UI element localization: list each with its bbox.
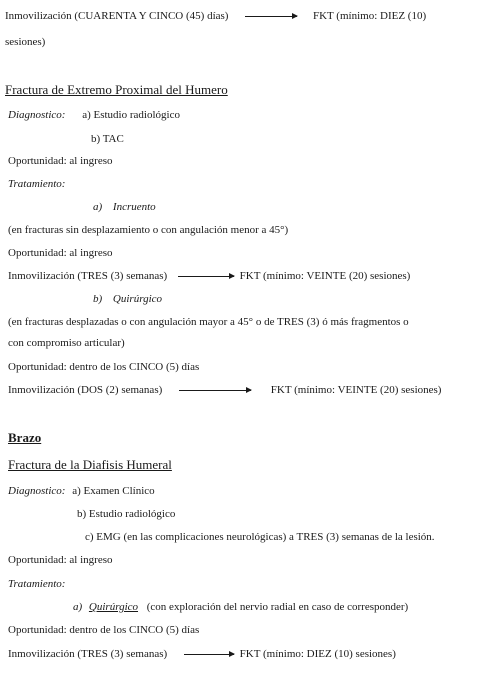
treatment-label: Tratamiento:: [8, 578, 66, 590]
diagnosis-item-a: a) Estudio radiológico: [82, 109, 180, 121]
treatment-b-row: [93, 293, 162, 306]
treatment-label: Tratamiento:: [8, 178, 66, 190]
diagnosis-label: Diagnostico:: [8, 109, 66, 121]
arrow-icon: [178, 276, 234, 277]
fkt-text: FKT (mínimo: VEINTE (20) sesiones): [239, 270, 411, 282]
arrow-icon: [245, 16, 297, 17]
opportunity-text: Oportunidad: al ingreso: [8, 247, 113, 259]
section-title-humeral-shaft: Fractura de la Diafisis Humeral: [8, 457, 172, 472]
diagnosis-row: [8, 485, 155, 498]
immobilization-text: Inmovilización (TRES (3) semanas): [8, 648, 168, 660]
treatment-b-description-line2: con compromiso articular): [8, 337, 125, 349]
treatment-a-label: a): [73, 601, 83, 613]
immobilization-row: [8, 384, 441, 397]
treatment-a-name: Incruento: [112, 201, 156, 213]
intro-line: [5, 10, 426, 23]
section-heading-arm: Brazo: [8, 430, 42, 445]
fkt-text: FKT (mínimo: DIEZ (10): [312, 10, 427, 22]
opportunity-text: Oportunidad: dentro de los CINCO (5) días: [8, 361, 200, 373]
immobilization-text: Inmovilización (CUARENTA Y CINCO (45) días): [5, 10, 229, 22]
arrow-icon: [184, 654, 234, 655]
section-title-proximal-humerus: Fractura de Extremo Proximal del Humero: [5, 82, 228, 97]
diagnosis-item-b: b) Estudio radiológico: [77, 508, 176, 520]
diagnosis-item-b: b) TAC: [91, 133, 124, 145]
opportunity-text: Oportunidad: al ingreso: [8, 155, 113, 167]
treatment-a-description: (con exploración del nervio radial en caso de corresponder): [146, 601, 409, 613]
opportunity-text: Oportunidad: al ingreso: [8, 554, 113, 566]
treatment-a-name: Quirúrgico: [88, 601, 139, 613]
diagnosis-label: Diagnostico:: [8, 485, 66, 497]
diagnosis-row: [8, 109, 180, 122]
diagnosis-item-c: c) EMG (en las complicaciones neurológicas) a TRES (3) semanas de la lesión.: [85, 531, 435, 543]
treatment-b-label: b): [93, 293, 103, 305]
immobilization-text: Inmovilización (TRES (3) semanas): [8, 270, 168, 282]
opportunity-text: Oportunidad: dentro de los CINCO (5) días: [8, 624, 200, 636]
fkt-text: FKT (mínimo: DIEZ (10) sesiones): [239, 648, 396, 660]
diagnosis-item-a: a) Examen Clínico: [72, 485, 155, 497]
immobilization-row: [8, 270, 410, 283]
treatment-b-description-line1: (en fracturas desplazadas o con angulación mayor a 45° o de TRES (3) ó más fragmentos o: [8, 316, 409, 328]
immobilization-row: [8, 648, 396, 661]
fkt-text: FKT (mínimo: VEINTE (20) sesiones): [270, 384, 442, 396]
treatment-b-name: Quirúrgico: [112, 293, 163, 305]
immobilization-text: Inmovilización (DOS (2) semanas): [8, 384, 163, 396]
treatment-a-label: a): [93, 201, 103, 213]
arrow-icon: [179, 390, 251, 391]
sessions-text: sesiones): [5, 36, 46, 48]
treatment-a-description: (en fracturas sin desplazamiento o con angulación menor a 45°): [8, 224, 289, 236]
treatment-a-row: [93, 201, 156, 214]
treatment-a-row: [73, 601, 408, 614]
